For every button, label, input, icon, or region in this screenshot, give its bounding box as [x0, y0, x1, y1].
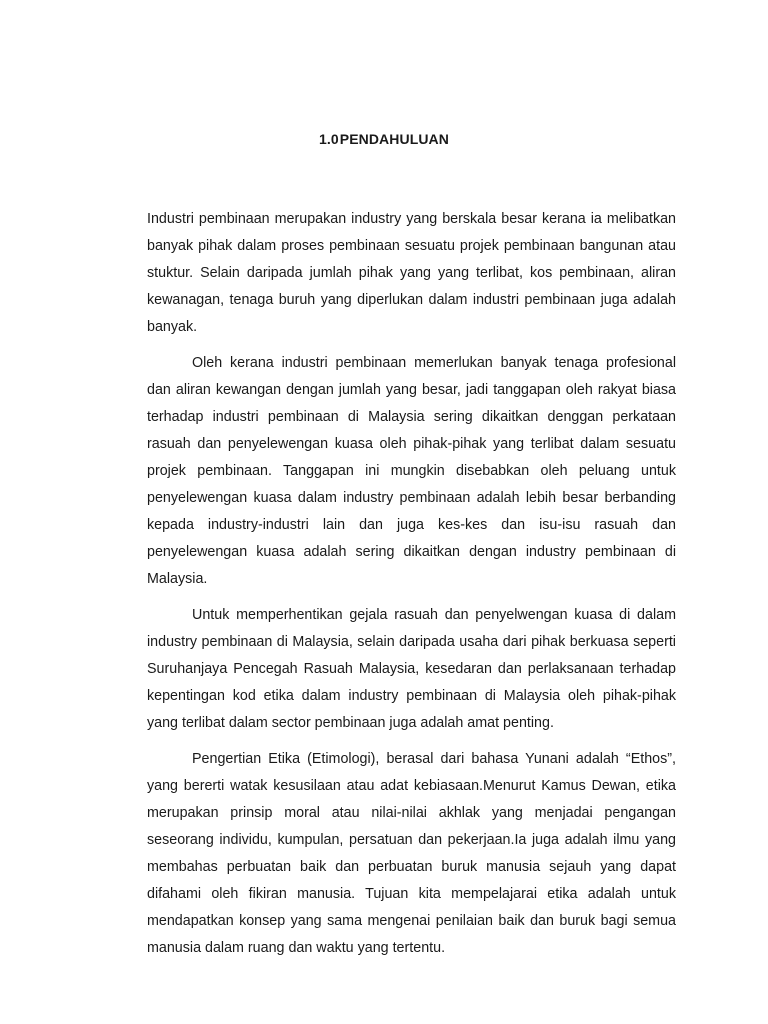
paragraph-ethics-definition: Pengertian Etika (Etimologi), berasal dari bahasa Yunani adalah “Ethos”, yang bererti watak kesusilaan atau adat kebiasaan.Menurut Kamus Dewan, etika merupakan prinsip moral atau nilai-nilai akhlak yang menjadai pengangan seseorang individu, kumpulan, persatuan dan pekerjaan.Ia juga adalah ilmu yang membahas perbuatan baik dan perbuatan buruk manusia sejauh yang dapat difahami oleh fikiran manusia. Tujuan kita mempelajarai etika adalah untuk mendapatkan konsep yang sama mengenai penilaian baik dan buruk bagi semua manusia dalam ruang dan waktu yang tertentu.	[147, 751, 676, 956]
section-heading	[0, 131, 768, 147]
paragraph-prevention: Untuk memperhentikan gejala rasuah dan penyelwengan kuasa di dalam industry pembinaan di Malaysia, selain daripada usaha dari pihak berkuasa seperti Suruhanjaya Pencegah Rasuah Malaysia, kesedaran dan perlaksanaan terhadap kepentingan kod etika dalam industry pembinaan di Malaysia oleh pihak-pihak yang terlibat dalam sector pembinaan juga adalah amat penting.	[147, 607, 676, 731]
body-text	[147, 206, 676, 971]
paragraph-intro: Industri pembinaan merupakan industry yang berskala besar kerana ia melibatkan banyak pihak dalam proses pembinaan sesuatu projek pembinaan bangunan atau stuktur. Selain daripada jumlah pihak yang yang terlibat, kos pembinaan, aliran kewanagan, tenaga buruh yang diperlukan dalam industri pembinaan juga adalah banyak.	[147, 211, 676, 335]
section-title: PENDAHULUAN	[339, 131, 449, 147]
paragraph-perception: Oleh kerana industri pembinaan memerlukan banyak tenaga profesional dan aliran kewangan dengan jumlah yang besar, jadi tanggapan oleh rakyat biasa terhadap industri pembinaan di Malaysia sering dikaitkan denggan perkataan rasuah dan penyelewengan kuasa oleh pihak-pihak yang terlibat dalam sesuatu projek pembinaan. Tanggapan ini mungkin disebabkan oleh peluang untuk penyelewengan kuasa dalam industry pembinaan adalah lebih besar berbanding kepada industry-industri lain dan juga kes-kes dan isu-isu rasuah dan penyelewengan kuasa adalah sering dikaitkan dengan industry pembinaan di Malaysia.	[147, 355, 676, 587]
section-number: 1.0	[319, 131, 339, 147]
